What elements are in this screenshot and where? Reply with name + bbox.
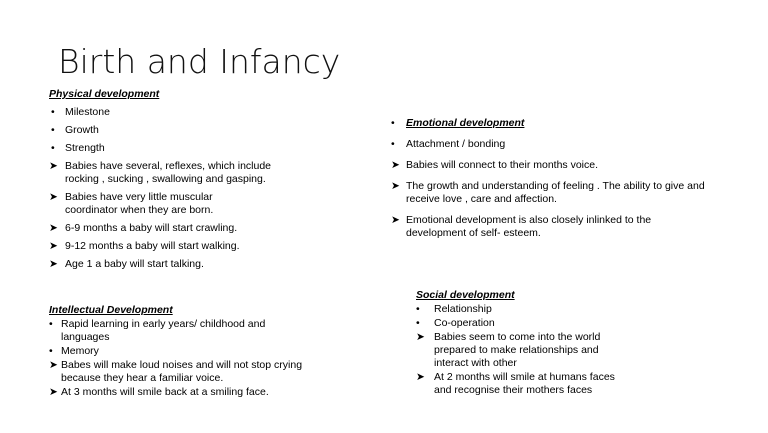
list-item: ➤ Babies have several, reflexes, which include rocking , sucking , swallowing and gasping. bbox=[49, 160, 272, 185]
intellectual-development-section bbox=[49, 304, 339, 399]
list-item: ➤ The growth and understanding of feeling . The ability to give and receive love , care and affection. bbox=[391, 180, 705, 205]
arrow-bullet-icon: ➤ bbox=[49, 258, 58, 270]
list-item: • Relationship bbox=[416, 303, 492, 315]
arrow-bullet-icon: ➤ bbox=[49, 222, 58, 234]
list-item: • Strength bbox=[51, 142, 105, 154]
arrow-bullet-icon: ➤ bbox=[391, 159, 400, 171]
arrow-bullet-icon: ➤ bbox=[416, 331, 425, 343]
arrow-bullet-icon: ➤ bbox=[416, 371, 425, 383]
list-item: • Growth bbox=[51, 124, 99, 136]
list-item: ➤ At 2 months will smile at humans faces and recognise their mothers faces bbox=[416, 371, 615, 396]
intellectual-development-heading: Intellectual Development bbox=[49, 304, 173, 316]
list-item: • Memory bbox=[49, 345, 99, 357]
arrow-bullet-icon: ➤ bbox=[391, 180, 400, 192]
physical-development-section bbox=[49, 88, 289, 271]
physical-development-heading: Physical development bbox=[49, 88, 160, 100]
list-item: • Attachment / bonding bbox=[391, 138, 506, 150]
slide-title: Birth and Infancy bbox=[58, 42, 341, 81]
emotional-development-list bbox=[391, 117, 721, 240]
list-item: • Rapid learning in early years/ childhood and languages bbox=[49, 318, 266, 343]
bullet-dot-icon: • bbox=[391, 117, 395, 129]
arrow-bullet-icon: ➤ bbox=[49, 386, 58, 398]
list-item: ➤ At 3 months will smile back at a smiling face. bbox=[49, 386, 269, 398]
bullet-dot-icon: • bbox=[51, 106, 55, 118]
bullet-dot-icon: • bbox=[416, 317, 420, 329]
bullet-dot-icon: • bbox=[416, 303, 420, 315]
social-development-section bbox=[416, 289, 676, 397]
bullet-dot-icon: • bbox=[49, 318, 53, 330]
list-item: ➤ Babies will connect to their months voice. bbox=[391, 159, 599, 171]
list-item: ➤ 6-9 months a baby will start crawling. bbox=[49, 222, 238, 234]
emotional-development-section bbox=[391, 117, 721, 240]
arrow-bullet-icon: ➤ bbox=[49, 359, 58, 371]
list-item: ➤ Emotional development is also closely inlinked to the development of self- esteem. bbox=[391, 214, 652, 239]
list-item: ➤ Age 1 a baby will start talking. bbox=[49, 258, 204, 270]
list-item: • Co-operation bbox=[416, 317, 495, 329]
social-development-heading: Social development bbox=[416, 289, 515, 301]
bullet-dot-icon: • bbox=[51, 124, 55, 136]
emotional-development-heading: Emotional development bbox=[406, 117, 525, 129]
arrow-bullet-icon: ➤ bbox=[49, 191, 58, 203]
bullet-dot-icon: • bbox=[51, 142, 55, 154]
social-development-list bbox=[416, 303, 676, 397]
arrow-bullet-icon: ➤ bbox=[391, 214, 400, 226]
list-item: ➤ Babes will make loud noises and will not stop crying because they hear a familiar voice. bbox=[49, 359, 303, 384]
arrow-bullet-icon: ➤ bbox=[49, 160, 58, 172]
bullet-dot-icon: • bbox=[49, 345, 53, 357]
physical-development-list bbox=[49, 106, 289, 271]
bullet-dot-icon: • bbox=[391, 138, 395, 150]
list-item bbox=[391, 117, 721, 130]
list-item: ➤ 9-12 months a baby will start walking. bbox=[49, 240, 240, 252]
list-item: ➤ Babies seem to come into the world prepared to make relationships and interact with other bbox=[416, 331, 601, 369]
intellectual-development-list bbox=[49, 318, 339, 399]
list-item: • Milestone bbox=[51, 106, 110, 118]
arrow-bullet-icon: ➤ bbox=[49, 240, 58, 252]
list-item: ➤ Babies have very little muscular coordinator when they are born. bbox=[49, 191, 214, 216]
